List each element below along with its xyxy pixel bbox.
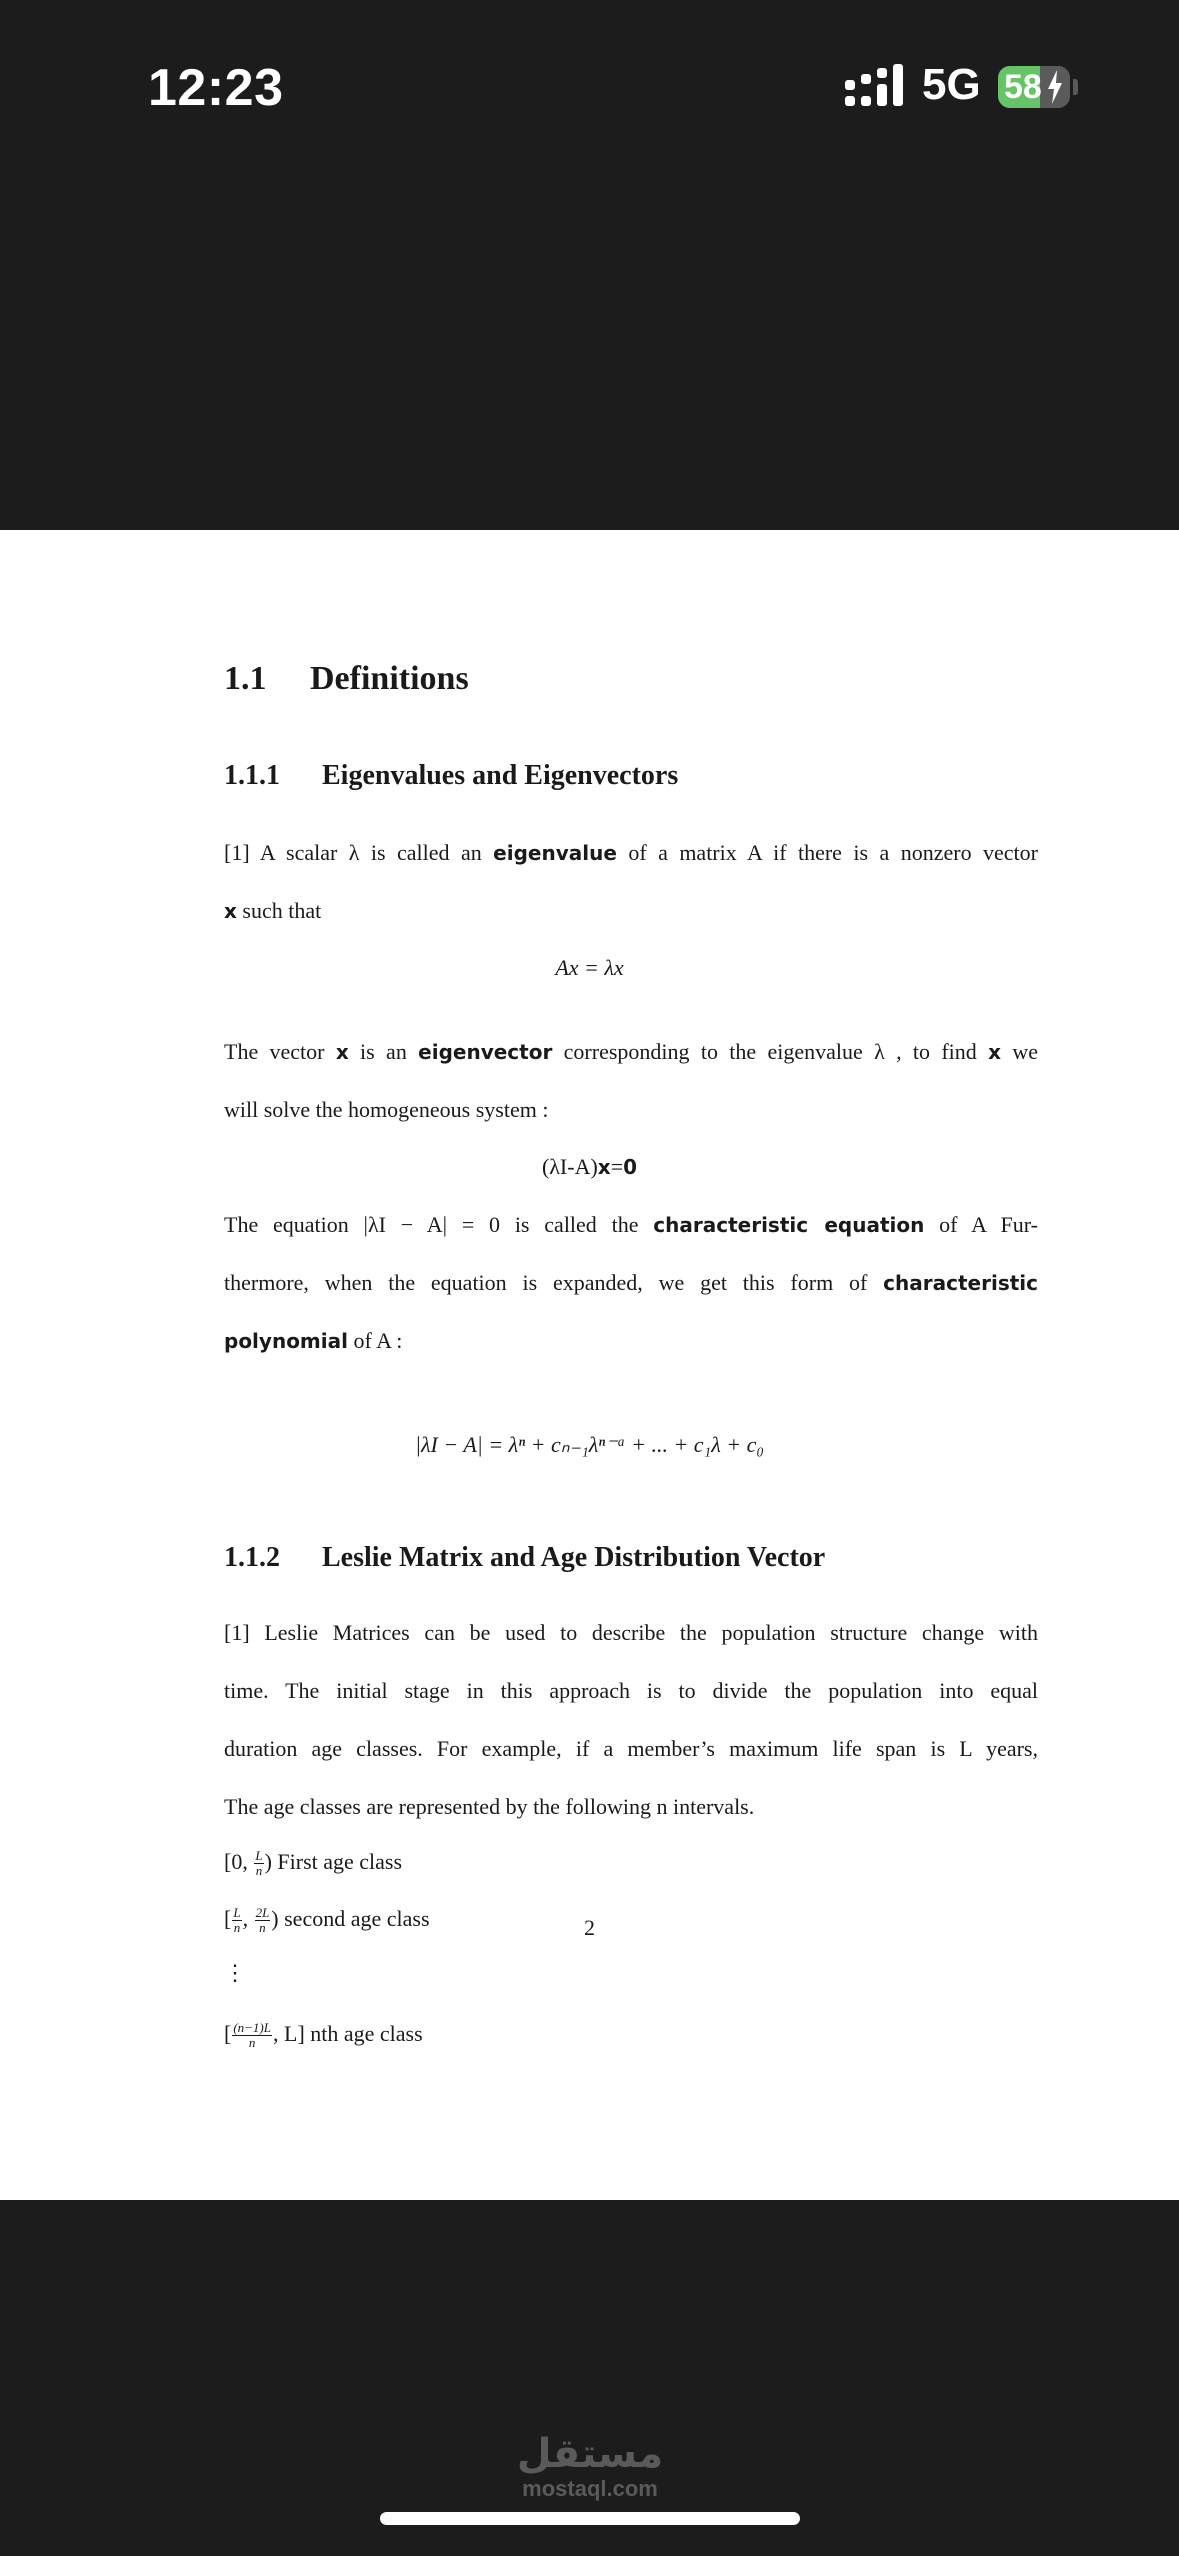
logo-arabic: مستقل (516, 2431, 664, 2477)
paragraph-line: The vector x is an eigenvector corresponding to the eigenvalue λ , to find x we (224, 1039, 1038, 1064)
subsection-heading-eigen (224, 760, 678, 792)
section-title: Definitions (310, 660, 469, 697)
network-label: 5G (922, 60, 981, 109)
home-indicator[interactable] (380, 2512, 800, 2525)
paragraph-line: thermore, when the equation is expanded, we get this form of characteristic (224, 1270, 1038, 1295)
interval-nth: [ $\frac{(n-1)L}{n}$ , L] nth age class (224, 2020, 423, 2051)
paragraph-line: duration age classes. For example, if a member’s maximum life span is L years, (224, 1736, 1038, 1761)
equation-homogeneous: (λI-A)x=0 (541, 1154, 638, 1179)
status-time: 12:23 (148, 59, 284, 117)
paragraph-line: [1] A scalar λ is called an eigenvalue of a matrix A if there is a nonzero vector (224, 840, 1038, 865)
paragraph-line: will solve the homogeneous system : (224, 1097, 549, 1122)
paragraph-line: [1] Leslie Matrices can be used to describe the population structure change with (224, 1620, 1038, 1645)
document-page (0, 530, 1179, 2200)
section-number: 1.1 (224, 660, 267, 697)
subsection-number: 1.1.2 (224, 1542, 280, 1573)
paragraph-line: The age classes are represented by the following n intervals. (224, 1794, 755, 1819)
interval-ellipsis: ⋮ (224, 1960, 246, 1985)
subsection-heading-leslie (224, 1542, 825, 1574)
paragraph-line: The equation |λI − A| = 0 is called the characteristic equation of A Fur- (224, 1212, 1038, 1237)
battery-icon (998, 66, 1070, 108)
page-number: 2 (584, 1915, 595, 1940)
battery-cap (1073, 79, 1078, 95)
subsection-number: 1.1.1 (224, 760, 280, 791)
equation-eigen: Ax = λx (555, 955, 624, 980)
signal-icon (845, 64, 907, 110)
interval-first: [0, $\frac{L}{n}$ ) First age class (224, 1848, 403, 1879)
interval-second: [ $\frac{L}{n}$ , $\frac{2L}{n}$ ) second age class (224, 1905, 430, 1936)
logo-latin: mostaql.com (522, 2476, 658, 2501)
charging-bolt-icon (1046, 70, 1064, 104)
subsection-title: Leslie Matrix and Age Distribution Vector (322, 1542, 826, 1573)
subsection-title: Eigenvalues and Eigenvectors (322, 760, 679, 791)
section-heading (224, 660, 469, 698)
paragraph-line: x such that (224, 898, 322, 923)
mostaql-logo (510, 2432, 670, 2502)
paragraph-line: time. The initial stage in this approach is to divide the population into equal (224, 1678, 1038, 1703)
equation-characteristic: |λI − A| = λⁿ + cₙ₋₁λⁿ⁻ᵃ + ... + c₁λ + c₀ (414, 1432, 764, 1457)
battery-percent: 58 (1004, 68, 1042, 106)
paragraph-line: polynomial of A : (224, 1328, 403, 1353)
